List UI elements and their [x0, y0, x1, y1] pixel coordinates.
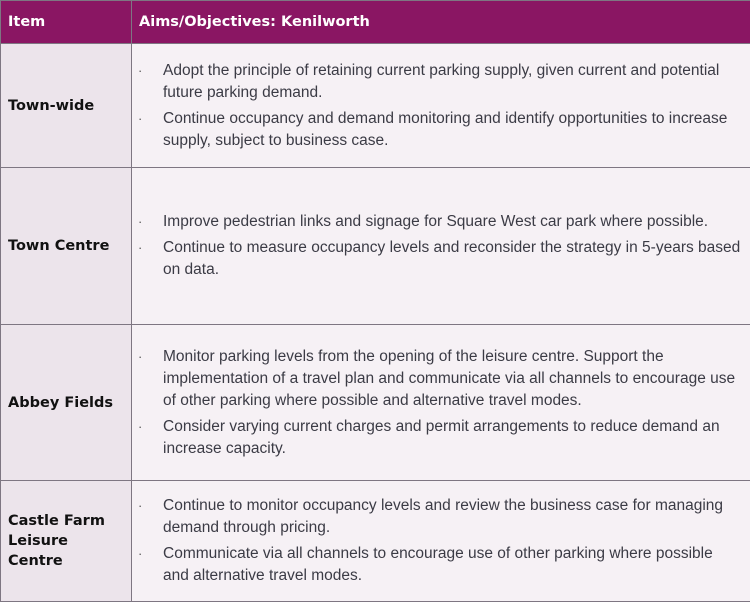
table-row — [1, 325, 750, 481]
bullet-icon: · — [138, 214, 143, 229]
bullet-icon: · — [138, 62, 143, 78]
row-item-label: Town-wide — [1, 44, 132, 168]
aim-bullet-item — [132, 60, 742, 104]
aim-text: Monitor parking levels from the opening of the leisure centre. Support the implementation of a travel plan and communicate via all channels to encourage use of other parking where possible and alternative travel modes. — [163, 347, 736, 409]
row-item-label: Abbey Fields — [1, 325, 132, 481]
row-aims — [132, 44, 750, 168]
aim-text: Improve pedestrian links and signage for Square West car park where possible. — [163, 213, 709, 230]
aim-text: Continue to monitor occupancy levels and review the business case for managing demand through pricing. — [163, 497, 724, 536]
bullet-icon: · — [138, 240, 143, 255]
table-row — [1, 481, 750, 602]
row-aims — [132, 325, 750, 481]
aim-text: Consider varying current charges and permit arrangements to reduce demand an increase capacity. — [163, 417, 720, 457]
header-item: Item — [1, 1, 132, 44]
table-row — [1, 44, 750, 168]
row-item-label: Castle Farm Leisure Centre — [1, 481, 132, 602]
aim-bullet-item — [132, 237, 742, 281]
bullet-icon: · — [138, 348, 143, 364]
bullet-icon: · — [138, 418, 143, 434]
aim-bullet-item — [132, 495, 742, 539]
aim-bullet-item — [132, 346, 742, 412]
row-aims — [132, 168, 750, 325]
bullet-icon: · — [138, 498, 143, 513]
aim-text: Continue occupancy and demand monitoring and identify opportunities to increase supply, subject to business case. — [163, 109, 728, 149]
row-aims — [132, 481, 750, 602]
aim-text: Adopt the principle of retaining current parking supply, given current and potential future parking demand. — [163, 61, 720, 101]
table-row — [1, 168, 750, 325]
row-item-label: Town Centre — [1, 168, 132, 325]
aim-bullet-item — [132, 108, 742, 152]
aim-bullet-item — [132, 416, 742, 460]
aim-text: Continue to measure occupancy levels and reconsider the strategy in 5-years based on data. — [163, 239, 741, 278]
header-aims: Aims/Objectives: Kenilworth — [132, 1, 750, 44]
bullet-icon: · — [138, 110, 143, 126]
aim-bullet-item — [132, 543, 742, 587]
table-header-row — [1, 1, 750, 44]
aim-text: Communicate via all channels to encourage use of other parking where possible and alternative travel modes. — [163, 545, 713, 584]
bullet-icon: · — [138, 546, 143, 561]
aim-bullet-item — [132, 211, 742, 233]
